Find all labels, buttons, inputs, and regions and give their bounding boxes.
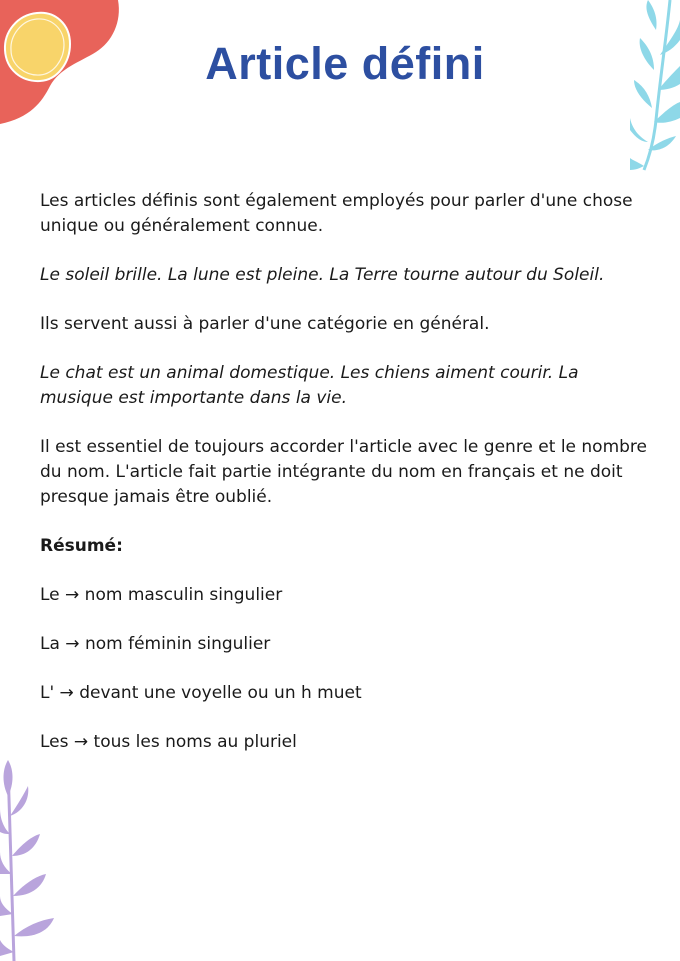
purple-leaf-branch-decoration bbox=[0, 756, 60, 961]
document-body bbox=[40, 189, 650, 755]
paragraph-unique-things: Les articles définis sont également employés pour parler d'une chose unique ou généralement connue. bbox=[40, 191, 633, 236]
summary-item-l-apostrophe: L' → devant une voyelle ou un h muet bbox=[40, 683, 362, 703]
paragraph-category: Ils servent aussi à parler d'une catégorie en général. bbox=[40, 314, 490, 334]
page-title: Article défini bbox=[205, 38, 485, 89]
summary-item-les: Les → tous les noms au pluriel bbox=[40, 732, 297, 752]
summary-item-le: Le → nom masculin singulier bbox=[40, 585, 283, 605]
summary-item-la: La → nom féminin singulier bbox=[40, 634, 271, 654]
example-unique-things: Le soleil brille. La lune est pleine. La Terre tourne autour du Soleil. bbox=[40, 265, 605, 285]
example-category: Le chat est un animal domestique. Les chiens aiment courir. La musique est importante dans la vie. bbox=[40, 363, 579, 408]
summary-heading: Résumé: bbox=[40, 536, 123, 556]
paragraph-agreement: Il est essentiel de toujours accorder l'article avec le genre et le nombre du nom. L'article fait partie intégrante du nom en français et ne doit presque jamais être oublié. bbox=[40, 437, 648, 507]
